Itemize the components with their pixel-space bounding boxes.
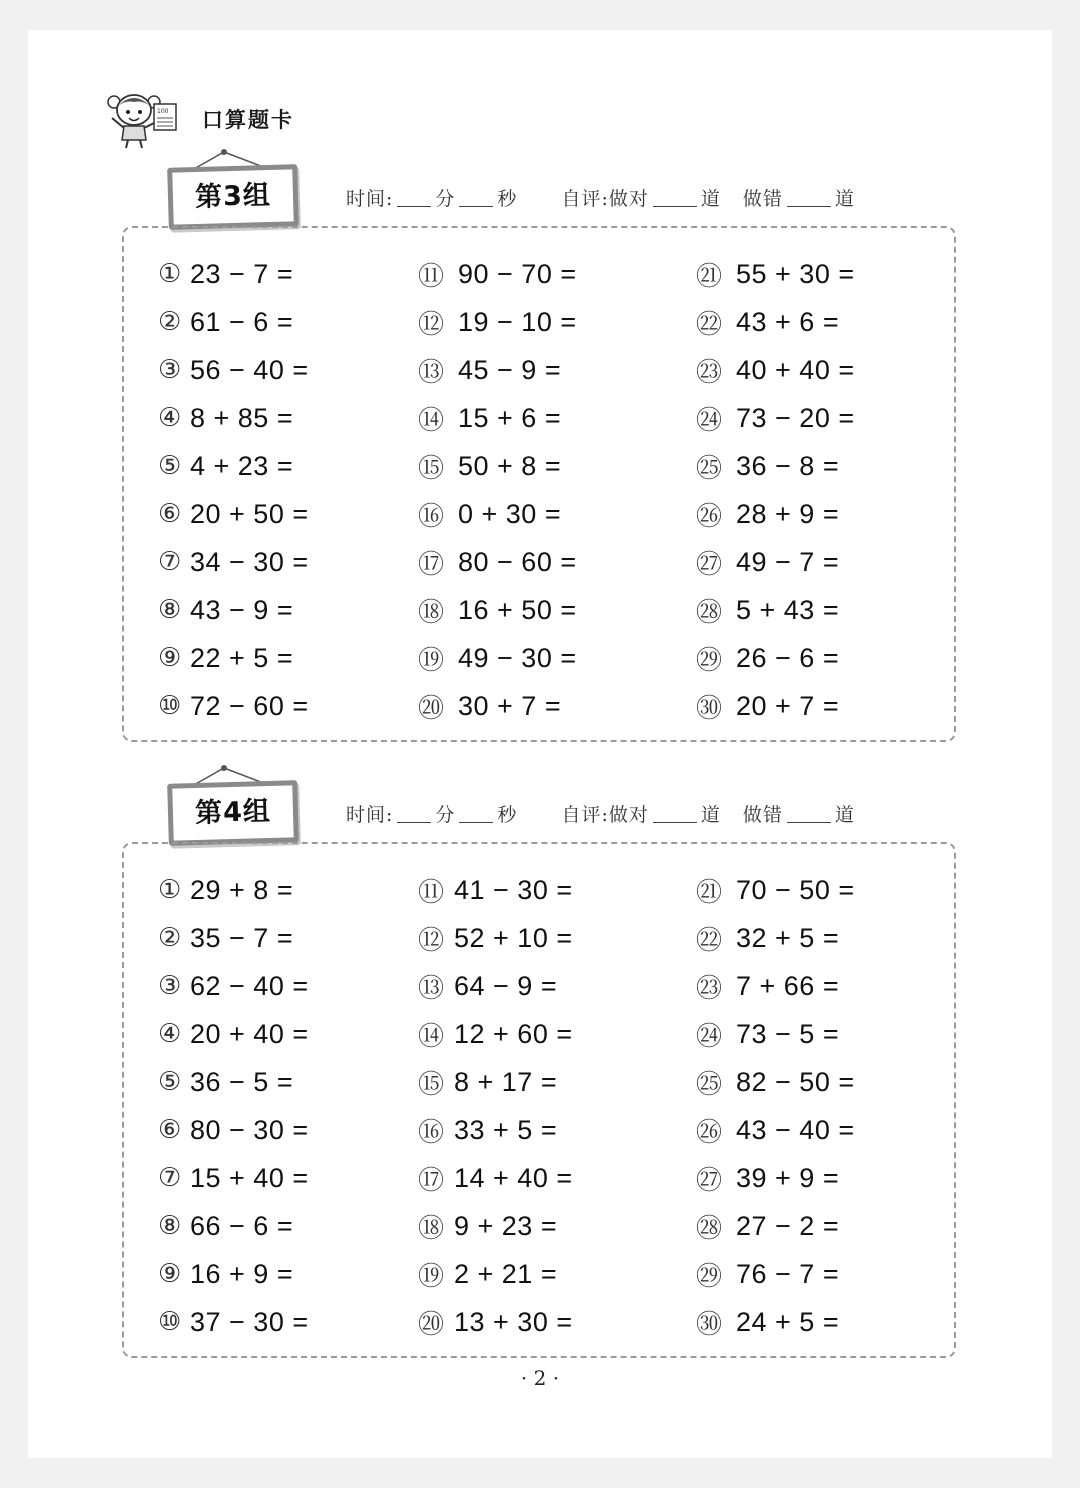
- problem-item: [696, 448, 839, 484]
- problem-item: [418, 448, 561, 484]
- problem-item: [418, 1064, 557, 1100]
- svg-text:100: 100: [157, 108, 169, 115]
- problem-expression: 43 − 9 =: [190, 594, 294, 625]
- problem-number: ㉑: [696, 877, 723, 908]
- problem-expression: 7 + 66 =: [736, 970, 840, 1001]
- group-title-frame: [162, 146, 302, 228]
- problem-number: ⑥: [158, 499, 182, 529]
- problem-number: ④: [158, 1019, 182, 1049]
- problem-expression: 2 + 21 =: [454, 1258, 558, 1289]
- problem-number: ①: [158, 875, 182, 905]
- score-info-line: [346, 184, 855, 211]
- problem-item: [158, 640, 293, 676]
- problem-item: [696, 352, 855, 388]
- problem-expression: 8 + 17 =: [454, 1066, 558, 1097]
- problem-expression: 56 − 40 =: [190, 354, 309, 385]
- problem-expression: 45 − 9 =: [458, 354, 562, 385]
- problem-number: ㉖: [696, 1117, 723, 1148]
- problem-expression: 41 − 30 =: [454, 874, 573, 905]
- problem-number: ③: [158, 355, 182, 385]
- problem-expression: 14 + 40 =: [454, 1162, 573, 1193]
- problem-expression: 29 + 8 =: [190, 874, 294, 905]
- self-eval-label: 自评:做对: [561, 188, 649, 210]
- problem-number: ⑰: [418, 1165, 445, 1196]
- girl-mascot-icon: [104, 88, 184, 150]
- problem-item: [158, 544, 309, 580]
- problem-item: [158, 1064, 293, 1100]
- problem-item: [696, 256, 855, 292]
- problem-item: [418, 1208, 557, 1244]
- problem-number: ⑭: [418, 1021, 445, 1052]
- score-info-line: [346, 800, 855, 827]
- problem-number: ⑭: [418, 405, 445, 436]
- problem-item: [696, 304, 839, 340]
- group-title-frame: [162, 762, 302, 844]
- problem-number: ㉕: [696, 1069, 723, 1100]
- second-label: 秒: [497, 188, 518, 210]
- problem-number: ⑩: [158, 691, 182, 721]
- problem-expression: 36 − 5 =: [190, 1066, 294, 1097]
- second-blank[interactable]: [459, 188, 493, 207]
- problem-item: [696, 968, 839, 1004]
- problem-expression: 64 − 9 =: [454, 970, 558, 1001]
- problem-item: [696, 640, 839, 676]
- problem-number: ⑤: [158, 451, 182, 481]
- wrong-count-blank[interactable]: [787, 188, 831, 207]
- problem-expression: 8 + 85 =: [190, 402, 294, 433]
- second-blank[interactable]: [459, 804, 493, 823]
- problem-expression: 73 − 5 =: [736, 1018, 840, 1049]
- problem-number: ⑧: [158, 1211, 182, 1241]
- problem-number: ②: [158, 923, 182, 953]
- problem-item: [158, 872, 293, 908]
- problem-item: [158, 400, 293, 436]
- problem-expression: 40 + 40 =: [736, 354, 855, 385]
- problem-item: [418, 1304, 573, 1340]
- problem-item: [696, 1304, 839, 1340]
- problem-item: [696, 1256, 839, 1292]
- problem-expression: 16 + 9 =: [190, 1258, 294, 1289]
- problem-item: [696, 400, 855, 436]
- problem-box-group-4: [122, 842, 956, 1358]
- problem-number: ⑰: [418, 549, 445, 580]
- problem-number: ①: [158, 259, 182, 289]
- problem-expression: 35 − 7 =: [190, 922, 294, 953]
- problem-number: ㉚: [696, 1309, 723, 1340]
- minute-blank[interactable]: [397, 188, 431, 207]
- problem-number: ⑳: [418, 1309, 445, 1340]
- group-title: 第3组: [194, 179, 272, 214]
- problem-expression: 76 − 7 =: [736, 1258, 840, 1289]
- correct-count-blank[interactable]: [653, 804, 697, 823]
- problem-expression: 49 − 30 =: [458, 642, 577, 673]
- problem-item: [696, 1112, 855, 1148]
- wrong-count-blank[interactable]: [787, 804, 831, 823]
- problem-item: [696, 592, 839, 628]
- problem-expression: 36 − 8 =: [736, 450, 840, 481]
- problem-number: ㉔: [696, 405, 723, 436]
- problem-item: [418, 872, 573, 908]
- problem-expression: 24 + 5 =: [736, 1306, 840, 1337]
- problem-number: ⑲: [418, 1261, 445, 1292]
- problem-expression: 52 + 10 =: [454, 922, 573, 953]
- problem-number: ⑧: [158, 595, 182, 625]
- problem-item: [696, 1064, 855, 1100]
- problem-number: ⑮: [418, 453, 445, 484]
- problem-number: ⑱: [418, 597, 445, 628]
- problem-item: [158, 448, 293, 484]
- problem-expression: 13 + 30 =: [454, 1306, 573, 1337]
- dao-label: 道: [700, 804, 721, 826]
- problem-number: ㉔: [696, 1021, 723, 1052]
- problem-number: ㉑: [696, 261, 723, 292]
- problem-expression: 20 + 7 =: [736, 690, 840, 721]
- problem-number: ⑬: [418, 973, 445, 1004]
- problem-item: [696, 1160, 839, 1196]
- problem-item: [158, 496, 309, 532]
- problem-expression: 30 + 7 =: [458, 690, 562, 721]
- problem-number: ③: [158, 971, 182, 1001]
- correct-count-blank[interactable]: [653, 188, 697, 207]
- problem-item: [418, 968, 557, 1004]
- problem-expression: 20 + 50 =: [190, 498, 309, 529]
- problem-number: ㉒: [696, 925, 723, 956]
- problem-item: [418, 688, 561, 724]
- problem-item: [418, 1016, 573, 1052]
- problem-expression: 32 + 5 =: [736, 922, 840, 953]
- problem-number: ④: [158, 403, 182, 433]
- problem-item: [418, 1256, 557, 1292]
- problem-item: [418, 496, 561, 532]
- problem-item: [418, 256, 577, 292]
- problem-expression: 19 − 10 =: [458, 306, 577, 337]
- problem-number: ⑤: [158, 1067, 182, 1097]
- problem-item: [696, 544, 839, 580]
- problem-expression: 12 + 60 =: [454, 1018, 573, 1049]
- problem-item: [418, 544, 577, 580]
- problem-expression: 26 − 6 =: [736, 642, 840, 673]
- problem-number: ⑯: [418, 1117, 445, 1148]
- problem-number: ⑥: [158, 1115, 182, 1145]
- problem-number: ⑨: [158, 1259, 182, 1289]
- problem-item: [158, 592, 293, 628]
- problem-item: [418, 592, 577, 628]
- problem-number: ⑲: [418, 645, 445, 676]
- problem-number: ⑯: [418, 501, 445, 532]
- problem-expression: 62 − 40 =: [190, 970, 309, 1001]
- problem-item: [418, 1160, 573, 1196]
- problem-number: ㉙: [696, 1261, 723, 1292]
- problem-item: [418, 304, 577, 340]
- problem-item: [158, 304, 293, 340]
- problem-number: ㉕: [696, 453, 723, 484]
- problem-number: ⑳: [418, 693, 445, 724]
- problem-item: [696, 496, 839, 532]
- dao-label: 道: [834, 804, 855, 826]
- problem-item: [696, 920, 839, 956]
- dao-label: 道: [700, 188, 721, 210]
- book-title: 口算题卡: [202, 108, 294, 132]
- problem-expression: 37 − 30 =: [190, 1306, 309, 1337]
- problem-number: ⑬: [418, 357, 445, 388]
- problem-number: ⑱: [418, 1213, 445, 1244]
- problem-box-group-3: [122, 226, 956, 742]
- problem-number: ㉙: [696, 645, 723, 676]
- problem-item: [158, 256, 293, 292]
- problem-item: [158, 1304, 309, 1340]
- problem-number: ⑫: [418, 925, 445, 956]
- problem-item: [158, 968, 309, 1004]
- second-label: 秒: [497, 804, 518, 826]
- problem-number: ⑩: [158, 1307, 182, 1337]
- problem-item: [696, 1208, 839, 1244]
- problem-expression: 15 + 40 =: [190, 1162, 309, 1193]
- problem-item: [418, 1112, 557, 1148]
- problem-number: ㉒: [696, 309, 723, 340]
- problem-expression: 49 − 7 =: [736, 546, 840, 577]
- problem-expression: 4 + 23 =: [190, 450, 294, 481]
- problem-expression: 34 − 30 =: [190, 546, 309, 577]
- problem-number: ㉗: [696, 1165, 723, 1196]
- group-title: 第4组: [194, 795, 272, 830]
- problem-number: ㉓: [696, 973, 723, 1004]
- problem-expression: 70 − 50 =: [736, 874, 855, 905]
- problem-expression: 72 − 60 =: [190, 690, 309, 721]
- problem-item: [418, 400, 561, 436]
- problem-expression: 82 − 50 =: [736, 1066, 855, 1097]
- problem-expression: 33 + 5 =: [454, 1114, 558, 1145]
- problem-number: ⑫: [418, 309, 445, 340]
- problem-item: [158, 1112, 309, 1148]
- problem-expression: 66 − 6 =: [190, 1210, 294, 1241]
- problem-expression: 80 − 30 =: [190, 1114, 309, 1145]
- problem-expression: 90 − 70 =: [458, 258, 577, 289]
- problem-item: [158, 1208, 293, 1244]
- problem-number: ⑪: [418, 877, 445, 908]
- problem-item: [158, 688, 309, 724]
- problem-number: ⑦: [158, 547, 182, 577]
- problem-item: [696, 872, 855, 908]
- problem-expression: 39 + 9 =: [736, 1162, 840, 1193]
- wrong-label: 做错: [742, 188, 783, 210]
- problem-item: [696, 1016, 839, 1052]
- problem-number: ㉗: [696, 549, 723, 580]
- problem-number: ㉖: [696, 501, 723, 532]
- problem-expression: 43 − 40 =: [736, 1114, 855, 1145]
- problem-expression: 23 − 7 =: [190, 258, 294, 289]
- problem-number: ⑨: [158, 643, 182, 673]
- problem-item: [158, 1256, 293, 1292]
- problem-expression: 55 + 30 =: [736, 258, 855, 289]
- problem-item: [158, 920, 293, 956]
- problem-item: [696, 688, 839, 724]
- minute-label: 分: [435, 188, 456, 210]
- minute-label: 分: [435, 804, 456, 826]
- problem-item: [158, 352, 309, 388]
- wrong-label: 做错: [742, 804, 783, 826]
- problem-expression: 20 + 40 =: [190, 1018, 309, 1049]
- problem-item: [418, 352, 561, 388]
- problem-expression: 22 + 5 =: [190, 642, 294, 673]
- problem-number: ㉘: [696, 597, 723, 628]
- problem-expression: 9 + 23 =: [454, 1210, 558, 1241]
- problem-item: [158, 1160, 309, 1196]
- problem-expression: 0 + 30 =: [458, 498, 562, 529]
- time-label: 时间:: [346, 188, 394, 210]
- problem-number: ⑮: [418, 1069, 445, 1100]
- problem-number: ㉓: [696, 357, 723, 388]
- minute-blank[interactable]: [397, 804, 431, 823]
- problem-number: ㉚: [696, 693, 723, 724]
- problem-expression: 16 + 50 =: [458, 594, 577, 625]
- problem-item: [418, 920, 573, 956]
- page-number: · 2 ·: [520, 1366, 560, 1390]
- problem-item: [158, 1016, 309, 1052]
- problem-expression: 5 + 43 =: [736, 594, 840, 625]
- problem-expression: 50 + 8 =: [458, 450, 562, 481]
- problem-expression: 27 − 2 =: [736, 1210, 840, 1241]
- problem-number: ⑪: [418, 261, 445, 292]
- dao-label: 道: [834, 188, 855, 210]
- time-label: 时间:: [346, 804, 394, 826]
- problem-expression: 80 − 60 =: [458, 546, 577, 577]
- problem-expression: 28 + 9 =: [736, 498, 840, 529]
- problem-number: ㉘: [696, 1213, 723, 1244]
- problem-expression: 15 + 6 =: [458, 402, 562, 433]
- self-eval-label: 自评:做对: [561, 804, 649, 826]
- problem-expression: 73 − 20 =: [736, 402, 855, 433]
- problem-expression: 61 − 6 =: [190, 306, 294, 337]
- problem-item: [418, 640, 577, 676]
- problem-number: ②: [158, 307, 182, 337]
- problem-number: ⑦: [158, 1163, 182, 1193]
- problem-expression: 43 + 6 =: [736, 306, 840, 337]
